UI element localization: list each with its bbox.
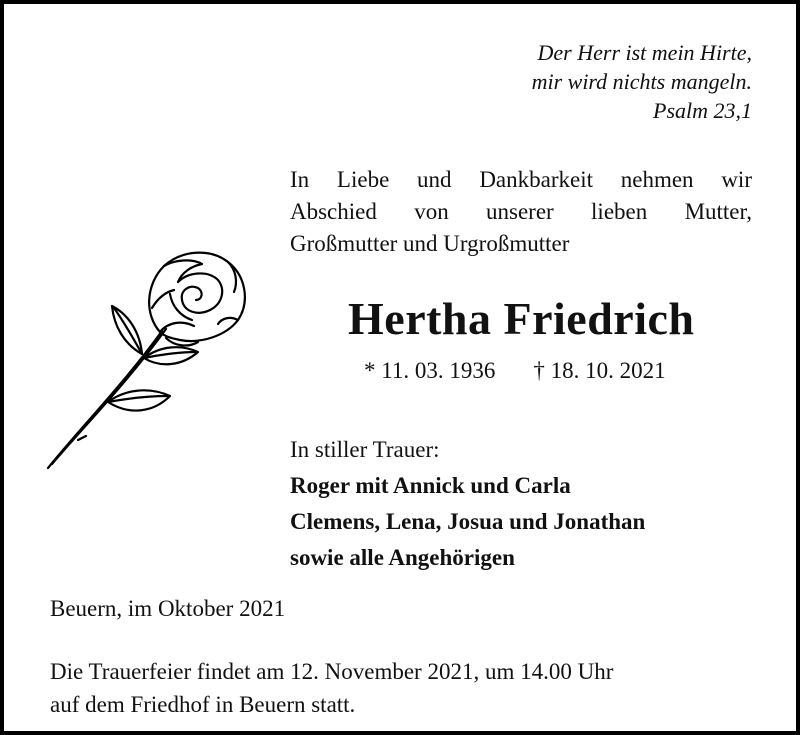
funeral-info <box>50 655 613 721</box>
intro-line: Großmutter und Urgroßmutter <box>290 231 570 256</box>
death-date: † 18. 10. 2021 <box>533 358 666 383</box>
mourner-line: sowie alle Angehörigen <box>290 545 515 570</box>
rose-icon <box>42 236 272 476</box>
mourners-block <box>290 432 645 576</box>
verse-line: mir wird nichts mangeln. <box>531 69 752 94</box>
intro-line: Abschied von unserer lieben Mutter, <box>290 199 752 224</box>
mourner-line: Roger mit Annick und Carla <box>290 473 571 498</box>
mourning-heading: In stiller Trauer: <box>290 437 440 462</box>
place-date: Beuern, im Oktober 2021 <box>50 596 286 621</box>
intro-text <box>290 164 752 260</box>
funeral-line: auf dem Friedhof in Beuern statt. <box>50 692 356 717</box>
life-dates <box>364 358 666 384</box>
deceased-name: Hertha Friedrich <box>348 293 695 344</box>
verse-line: Der Herr ist mein Hirte, <box>537 40 752 65</box>
mourner-line: Clemens, Lena, Josua und Jonathan <box>290 509 646 534</box>
verse-source: Psalm 23,1 <box>653 98 752 123</box>
intro-line: In Liebe und Dankbarkeit nehmen wir <box>290 167 752 192</box>
funeral-line: Die Trauerfeier findet am 12. November 2021, um 14.00 Uhr <box>50 659 614 684</box>
bible-verse <box>532 38 752 125</box>
birth-date: * 11. 03. 1936 <box>364 358 496 383</box>
